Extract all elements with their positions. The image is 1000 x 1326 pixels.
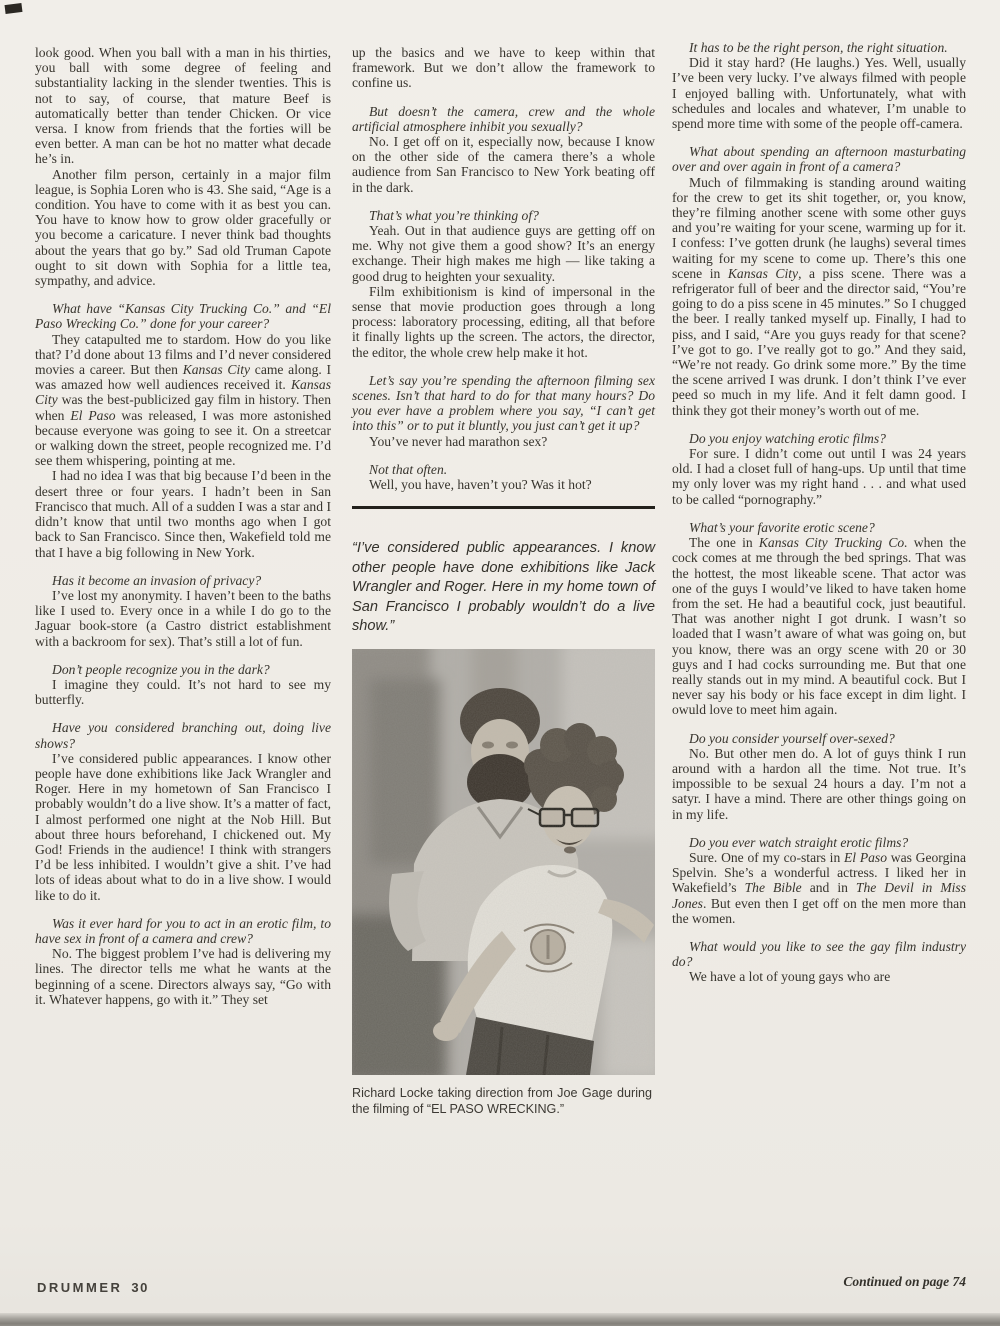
interview-answer: I’ve lost my anonymity. I haven’t been to the baths like I used to. Every once in a while I do go to the Jaguar book-store (a Castro district establishment with a backroom for sex). That’s still a lot of fun. <box>35 587 331 649</box>
page-number: 30 <box>131 1280 149 1295</box>
magazine-footer <box>37 1280 149 1295</box>
interview-answer: The one in Kansas City Trucking Co. when the cock comes at me through the bed springs. That was the hottest, the most likeable scene. That actor was one of the guys I would’ve liked to have taken home from the set. He had a beautiful cock, just beautiful. That was another night I got drunk. I wasn’t so loaded that I wasn’t aware of what was going on, but you know, there was an orgy scene with 20 or 30 guys and I had cocks surrounding me. But that one really stands out in my mind. A beautiful cock. But I never say his body or his face except in dim light. I owuld love to meet him again. <box>672 535 966 718</box>
interview-question: What would you like to see the gay film industry do? <box>672 938 966 970</box>
interview-question: What’s your favorite erotic scene? <box>689 519 875 535</box>
continued-note: Continued on page 74 <box>843 1274 966 1289</box>
interview-question: Has it become an invasion of privacy? <box>52 572 262 588</box>
interview-answer: Did it stay hard? (He laughs.) Yes. Well, usually I’ve been very lucky. I’ve always filmed with people I enjoyed balling with. Unfortunately, what with schedules and locales and whatever, I’m unable to spend more time with some of the people off-camera. <box>672 55 966 132</box>
interview-answer: I had no idea I was that big because I’d been in the desert three or four years. I hadn’t been in San Francisco that much. All of a sudden I was a star and I didn’t know that until two months ago when I got back to San Francisco. Since then, Wakefield told me that I have a big following in New York. <box>35 468 331 560</box>
column-middle <box>352 45 655 1117</box>
interview-question: Do you enjoy watching erotic films? <box>689 430 886 446</box>
interview-question: Don’t people recognize you in the dark? <box>52 661 270 677</box>
interview-question: That’s what you’re thinking of? <box>369 207 539 223</box>
interview-question: Do you ever watch straight erotic films? <box>689 834 909 850</box>
interview-answer: Much of filmmaking is standing around waiting for the crew to get its shit together, or, you know, they’re filming another scene with some other guys and you’re waiting for your scene, warming up for it. I confess: I’ve gotten drunk (he laughs) several times waiting for my scene to come up. There’s this one scene in Kansas City, a piss scene. There was a refrigerator full of beer and the director said, “You’re going to do a piss scene in 45 minutes.” So I chugged the beer. I really tanked myself up. Finally, I had to piss, and I said, “Are you guys ready for that scene? I’ve got to go. I’ve really got to go.” And they said, “We’re not ready. Go drink some more.” By the time the scene arrived I was drunk. I don’t think I’ve ever peed so much in my life. And it felt damn good. I think they got their money’s worth out of me. <box>672 174 967 418</box>
scan-edge-strip <box>0 1313 1000 1326</box>
interview-question: What about spending an afternoon masturbating over and over again in front of a camera? <box>672 144 966 175</box>
interview-answer: Yeah. Out in that audience guys are getting off on me. Why not give them a good show? It’s an energy exchange. Their high makes me high — like taking a good drug to heighten your sexuality. <box>352 223 655 284</box>
magazine-title: DRUMMER <box>37 1280 123 1295</box>
scan-speck <box>5 3 23 14</box>
photo-illustration <box>352 649 655 1075</box>
interview-question: But doesn’t the camera, crew and the whole artificial atmosphere inhibit you sexually? <box>352 103 655 134</box>
interview-answer: They catapulted me to stardom. How do you like that? I’d done about 13 films and I’d never considered movies a career. But then Kansas City came along. I was amazed how well audiences received it. Kansas City was the best-publicized gay film in history. Then when El Paso was released, I was more astonished because everyone was going to see it. On a streetcar or walking down the street, people recognized me. I’d see them whispering, pointing at me. <box>35 331 331 469</box>
interview-question: Have you considered branching out, doing live shows? <box>35 720 331 751</box>
interview-answer: I’ve considered public appearances. I know other people have done exhibitions like Jack Wrangler and Roger. Here in my hometown of San Francisco I probably wouldn’t do a live show. It’s a matter of fact, I almost performed one night at the Nob Hill. But about three hours beforehand, I chickened out. My God! Friends in the audience! I think with strangers I’d be less inhibited. I wouldn’t give a shit. I’ve had lots of ideas about what to do in a live show. I would like to do it. <box>35 750 331 903</box>
photo-richard-locke-joe-gage <box>352 649 655 1075</box>
interview-question: It has to be the right person, the right situation. <box>689 40 948 55</box>
interview-answer: Another film person, certainly in a major film league, is Sophia Loren who is 43. She said, “Age is a condition. You have to come with it as best you can. You have to know how to grow older gracefully or you become a caricature. I never think bad thoughts about the years that go by.” Sad old Truman Capote ought to sit down with Sophia for a little tea, sympathy, and advice. <box>35 166 331 289</box>
interview-question: Let’s say you’re spending the afternoon filming sex scenes. Isn’t that hard to do for that many hours? Do you ever have a problem where you say, “I can’t get into this” or to put it bluntly, you just can’t get it up? <box>352 372 655 434</box>
column-right <box>672 40 966 985</box>
section-divider-rule <box>352 506 655 509</box>
interview-answer: look good. When you ball with a man in his thirties, you ball with some degree of feeling and substantiality lacking in the slender twenties. This is not to say, of course, that mature Beef is automatically better than tender Chicken. Or vice versa. I know from friends that the forties will be even better. A man can be hot no matter what decade he’s in. <box>35 45 331 167</box>
interview-answer: Sure. One of my co-stars in El Paso was Georgina Spelvin. She’s a wonderful actress. I liked her in Wakefield’s The Bible and in The Devil in Miss Jones. But even then I get off on the men more than the women. <box>672 849 967 926</box>
interview-answer: Well, you have, haven’t you? Was it hot? <box>369 477 592 493</box>
photo-caption: Richard Locke taking direction from Joe Gage during the filming of “EL PASO WRECKING.” <box>352 1085 652 1116</box>
interview-question: Was it ever hard for you to act in an erotic film, to have sex in front of a camera and crew? <box>35 915 331 946</box>
interview-question: What have “Kansas City Trucking Co.” and “El Paso Wrecking Co.” done for your career? <box>35 301 331 332</box>
interview-answer: up the basics and we have to keep within that framework. But we don’t allow the framework to confine us. <box>352 45 655 91</box>
interview-answer: I imagine they could. It’s not hard to see my butterfly. <box>35 676 331 708</box>
interview-answer: Film exhibitionism is kind of impersonal in the sense that movie production goes through a long process: laboratory processing, editing, all that before it finally lights up the screen. The actors, the director, the editor, the whole crew help make it hot. <box>352 283 655 360</box>
interview-answer: No. The biggest problem I’ve had is delivering my lines. The director tells me what he wants at the beginning of a scene. Directors always say, “Go with it. Whatever happens, go with it.” They set <box>35 946 331 1007</box>
interview-answer: No. I get off on it, especially now, because I know on the other side of the camera there’s a whole audience from San Francisco to New York beating off in the dark. <box>352 134 655 195</box>
column-middle-text <box>352 45 655 492</box>
interview-answer: For sure. I didn’t come out until I was 24 years old. I had a closet full of hang-ups. Up until that time my only lover was my right hand . . . and what used to be called “pornography.” <box>672 446 966 507</box>
column-left <box>35 45 331 1007</box>
interview-question: Not that often. <box>369 461 448 477</box>
interview-answer: No. But other men do. A lot of guys think I run around with a hardon all the time. Not true. It’s impossible to be sexual 24 hours a day. I’m not a satyr. I have a mind. There are other things going on in my life. <box>672 745 966 822</box>
interview-answer: We have a lot of young gays who are <box>689 969 891 985</box>
interview-question: Do you consider yourself over-sexed? <box>689 730 895 746</box>
interview-answer: You’ve never had marathon sex? <box>369 433 548 449</box>
pull-quote: “I’ve considered public appearances. I know other people have done exhibitions like Jack Wrangler and Roger. Here in my home town of San Francisco I probably wouldn’t do a live show.” <box>352 540 655 635</box>
